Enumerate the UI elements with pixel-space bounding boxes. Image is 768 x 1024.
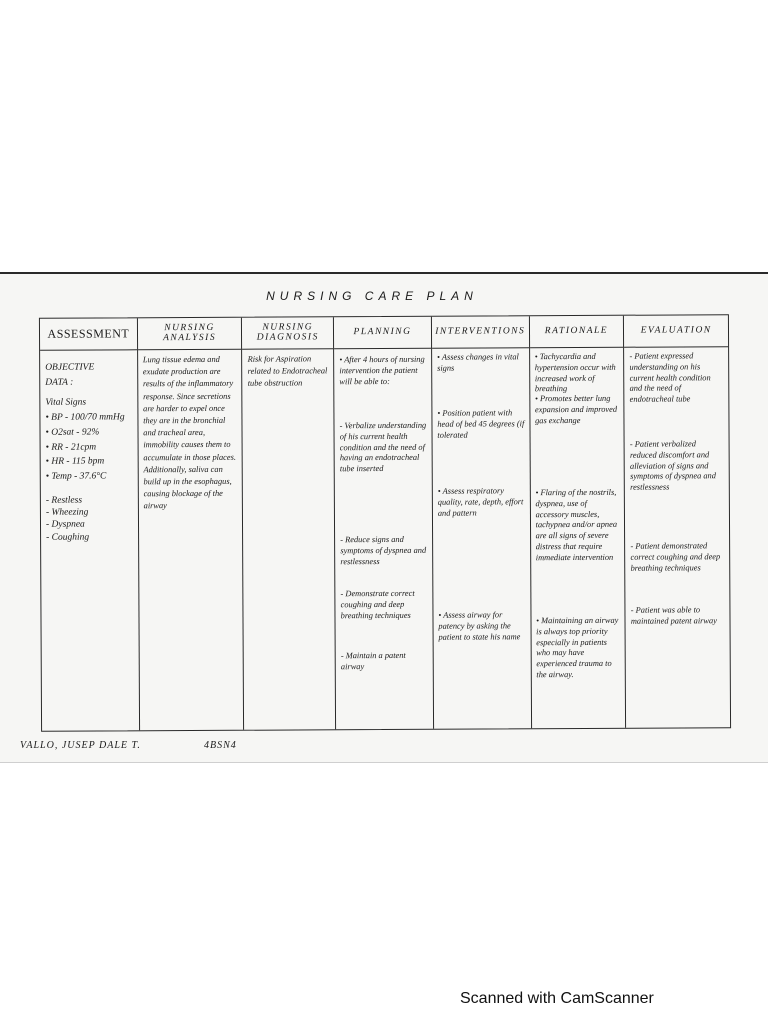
column-planning: [334, 317, 434, 730]
student-section: 4BSN4: [204, 740, 237, 751]
column-evaluation: [624, 315, 730, 728]
objective-data-label: OBJECTIVE DATA :: [45, 362, 95, 388]
intervention-item: • Position patient with head of bed 45 degrees (if tolerated: [437, 408, 525, 440]
vital-hr: • HR - 115 bpm: [45, 456, 105, 468]
rationale-item: • Promotes better lung expansion and improved gas exchange: [534, 393, 618, 425]
column-assessment: [40, 318, 140, 731]
intervention-item: • Assess respiratory quality, rate, depth, effort and pattern: [437, 486, 524, 518]
planning-item: - Reduce signs and symptoms of dyspnea and restlessness: [340, 534, 427, 566]
camscanner-watermark: Scanned with CamScanner: [460, 990, 654, 1007]
vital-rr: • RR - 21cpm: [45, 442, 97, 453]
vital-o2sat: • O2sat - 92%: [45, 427, 100, 438]
student-name: VALLO, JUSEP DALE T.: [20, 740, 141, 751]
care-plan-table: [39, 314, 731, 732]
planning-item: - Verbalize understanding of his current health condition and the need of having an endotracheal tube inserted: [339, 420, 427, 474]
symptom-coughing: - Coughing: [46, 532, 90, 543]
vital-signs-label: Vital Signs: [45, 398, 87, 409]
column-heading: NURSING DIAGNOSIS: [242, 317, 333, 349]
intervention-item: • Assess airway for patency by asking the patient to state his name: [438, 610, 521, 642]
column-heading: NURSING ANALYSIS: [138, 318, 242, 351]
column-heading: PLANNING: [334, 317, 431, 350]
planning-item: - Maintain a patent airway: [340, 650, 406, 671]
evaluation-item: - Patient expressed understanding on his current health condition and the need of endotracheal tube: [629, 351, 711, 404]
symptom-wheezing: - Wheezing: [45, 507, 89, 518]
analysis-text: Lung tissue edema and exudate production are results of the inflammatory response. Since secretions are harder to expel once they are in the bronchial and tracheal area, immobility causes them to accumulate in those places. Additionally, saliva can build up in the esophagus, causing blockage of the airway: [142, 354, 236, 511]
column-heading: RATIONALE: [530, 316, 624, 348]
column-rationale: [530, 316, 627, 728]
column-heading: INTERVENTIONS: [432, 316, 529, 349]
symptom-restless: - Restless: [45, 495, 83, 506]
rationale-item: • Tachycardia and hypertension occur with increased work of breathing: [534, 351, 616, 394]
column-nursing-diagnosis: [242, 317, 336, 729]
document-title: NURSING CARE PLAN: [266, 289, 478, 303]
column-nursing-analysis: [138, 318, 245, 731]
rationale-item: • Flaring of the nostrils, dyspnea, use of accessory muscles, tachypnea and/or apnea are all signs of severe distress that require immediate intervention: [535, 487, 618, 562]
vital-temp: • Temp - 37.6°C: [45, 471, 107, 482]
planning-item: - Demonstrate correct coughing and deep breathing techniques: [340, 588, 415, 620]
diagnosis-text: Risk for Aspiration related to Endotracheal tube obstruction: [247, 354, 328, 389]
evaluation-item: - Patient verbalized reduced discomfort and alleviation of signs and symptoms of dyspnea and restlessness: [629, 439, 716, 492]
evaluation-item: - Patient demonstrated correct coughing and deep breathing techniques: [630, 541, 721, 573]
column-heading: ASSESSMENT: [40, 318, 137, 351]
evaluation-item: - Patient was able to maintained patent airway: [630, 605, 717, 626]
vital-bp: • BP - 100/70 mmHg: [45, 412, 125, 423]
column-interventions: [432, 316, 532, 729]
column-heading: EVALUATION: [624, 315, 728, 348]
planning-goal: • After 4 hours of nursing intervention the patient will be able to:: [339, 354, 425, 386]
rationale-item: • Maintaining an airway is always top priority especially in patients who may have experienced trauma to the airway.: [536, 615, 619, 679]
intervention-item: • Assess changes in vital signs: [436, 352, 519, 373]
symptom-dyspnea: - Dyspnea: [45, 520, 85, 531]
